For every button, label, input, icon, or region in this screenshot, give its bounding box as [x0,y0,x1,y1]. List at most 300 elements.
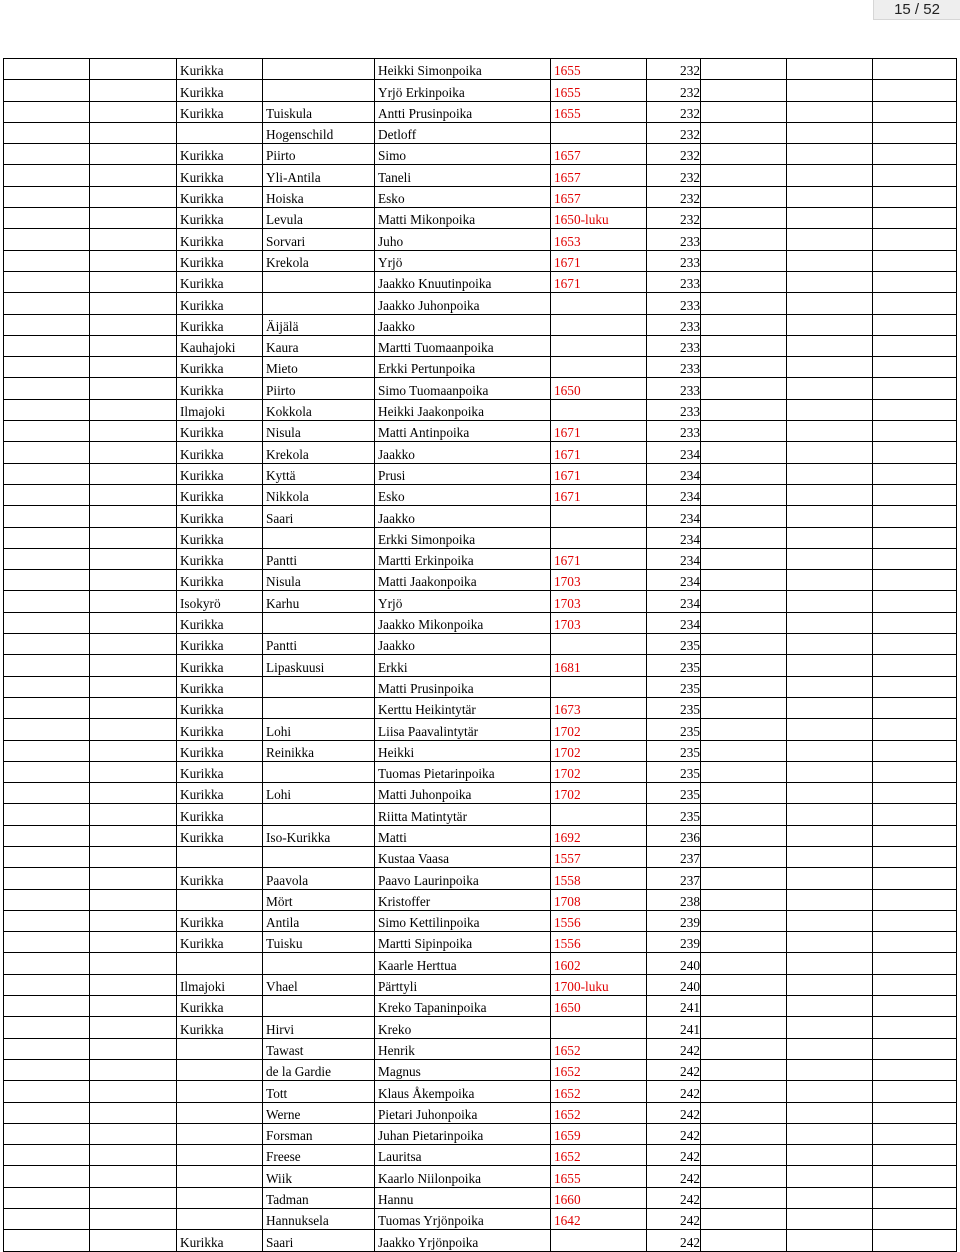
name-cell: Heikki [375,740,551,761]
empty-cell [701,484,787,505]
year-cell: 1653 [551,229,647,250]
year-cell: 1671 [551,548,647,569]
empty-cell [701,783,787,804]
empty-cell [90,868,177,889]
farm-cell: Vhael [263,974,375,995]
empty-cell [90,570,177,591]
empty-cell [90,421,177,442]
ref-cell: 242 [647,1123,701,1144]
table-row [4,697,957,718]
farm-cell: Mieto [263,357,375,378]
ref-cell: 233 [647,335,701,356]
empty-cell [4,144,90,165]
ref-cell: 240 [647,974,701,995]
year-cell: 1557 [551,846,647,867]
farm-cell: Kokkola [263,399,375,420]
name-cell: Riitta Matintytär [375,804,551,825]
parish-cell: Kurikka [177,357,263,378]
farm-cell: Karhu [263,591,375,612]
farm-cell: Saari [263,506,375,527]
empty-cell [701,612,787,633]
year-cell: 1655 [551,80,647,101]
empty-cell [787,612,873,633]
empty-cell [90,314,177,335]
empty-cell [787,484,873,505]
farm-cell: Nisula [263,570,375,591]
year-cell: 1642 [551,1209,647,1230]
table-row [4,250,957,271]
empty-cell [701,101,787,122]
ref-cell: 235 [647,719,701,740]
empty-cell [701,314,787,335]
ref-cell: 242 [647,1145,701,1166]
ref-cell: 235 [647,634,701,655]
empty-cell [873,1209,957,1230]
parish-cell [177,889,263,910]
empty-cell [873,591,957,612]
parish-cell [177,1102,263,1123]
farm-cell: Hoiska [263,186,375,207]
table-row [4,527,957,548]
empty-cell [701,846,787,867]
farm-cell: Hogenschild [263,122,375,143]
empty-cell [787,144,873,165]
name-cell: Kaarlo Niilonpoika [375,1166,551,1187]
empty-cell [787,1145,873,1166]
empty-cell [701,357,787,378]
table-row [4,165,957,186]
empty-cell [4,378,90,399]
empty-cell [873,1187,957,1208]
empty-cell [873,570,957,591]
farm-cell [263,846,375,867]
farm-cell [263,59,375,80]
empty-cell [873,761,957,782]
farm-cell: Tadman [263,1187,375,1208]
empty-cell [873,719,957,740]
empty-cell [701,1102,787,1123]
parish-cell: Kurikka [177,655,263,676]
ref-cell: 232 [647,80,701,101]
farm-cell: Pantti [263,548,375,569]
year-cell: 1652 [551,1059,647,1080]
empty-cell [873,1038,957,1059]
empty-cell [90,740,177,761]
parish-cell: Ilmajoki [177,399,263,420]
year-cell: 1702 [551,740,647,761]
year-cell [551,314,647,335]
parish-cell: Kurikka [177,570,263,591]
parish-cell: Kurikka [177,442,263,463]
empty-cell [90,612,177,633]
empty-cell [90,655,177,676]
empty-cell [873,1081,957,1102]
empty-cell [90,783,177,804]
table-row [4,548,957,569]
parish-cell [177,1123,263,1144]
name-cell: Martti Tuomaanpoika [375,335,551,356]
empty-cell [90,335,177,356]
empty-cell [701,1017,787,1038]
ref-cell: 233 [647,421,701,442]
empty-cell [90,761,177,782]
farm-cell: Kyttä [263,463,375,484]
ref-cell: 234 [647,612,701,633]
empty-cell [787,1102,873,1123]
page-indicator: 15 / 52 [873,0,960,20]
farm-cell: Saari [263,1230,375,1251]
parish-cell: Kurikka [177,612,263,633]
ref-cell: 234 [647,506,701,527]
empty-cell [4,1038,90,1059]
empty-cell [4,1209,90,1230]
farm-cell: Kaura [263,335,375,356]
year-cell: 1702 [551,761,647,782]
name-cell: Pietari Juhonpoika [375,1102,551,1123]
empty-cell [873,932,957,953]
empty-cell [4,122,90,143]
empty-cell [90,1059,177,1080]
empty-cell [787,122,873,143]
empty-cell [873,846,957,867]
empty-cell [787,761,873,782]
name-cell: Kreko [375,1017,551,1038]
farm-cell: Freese [263,1145,375,1166]
name-cell: Matti [375,825,551,846]
ref-cell: 235 [647,697,701,718]
empty-cell [873,612,957,633]
ref-cell: 233 [647,399,701,420]
ref-cell: 239 [647,910,701,931]
parish-cell: Kurikka [177,229,263,250]
farm-cell: Piirto [263,144,375,165]
empty-cell [873,996,957,1017]
name-cell: Paavo Laurinpoika [375,868,551,889]
table-row [4,1102,957,1123]
ref-cell: 241 [647,996,701,1017]
table-row [4,676,957,697]
empty-cell [787,527,873,548]
name-cell: Yrjö [375,591,551,612]
empty-cell [4,761,90,782]
empty-cell [4,314,90,335]
empty-cell [873,399,957,420]
empty-cell [4,80,90,101]
empty-cell [873,378,957,399]
name-cell: Antti Prusinpoika [375,101,551,122]
empty-cell [701,591,787,612]
empty-cell [787,1123,873,1144]
farm-cell [263,271,375,292]
empty-cell [787,953,873,974]
ref-cell: 233 [647,229,701,250]
empty-cell [701,1123,787,1144]
empty-cell [787,442,873,463]
ref-cell: 234 [647,463,701,484]
table-row [4,570,957,591]
farm-cell: Krekola [263,442,375,463]
name-cell: Kustaa Vaasa [375,846,551,867]
farm-cell: de la Gardie [263,1059,375,1080]
farm-cell: Nisula [263,421,375,442]
parish-cell: Kurikka [177,378,263,399]
empty-cell [90,1230,177,1251]
farm-cell [263,953,375,974]
empty-cell [4,399,90,420]
year-cell: 1558 [551,868,647,889]
parish-cell [177,846,263,867]
empty-cell [4,719,90,740]
table-row [4,846,957,867]
year-cell: 1650 [551,996,647,1017]
empty-cell [90,101,177,122]
parish-cell: Kurikka [177,484,263,505]
name-cell: Yrjö [375,250,551,271]
empty-cell [873,463,957,484]
empty-cell [873,421,957,442]
empty-cell [873,144,957,165]
empty-cell [873,59,957,80]
ref-cell: 241 [647,1017,701,1038]
name-cell: Heikki Jaakonpoika [375,399,551,420]
parish-cell: Kurikka [177,825,263,846]
parish-cell: Kurikka [177,165,263,186]
farm-cell: Sorvari [263,229,375,250]
empty-cell [701,229,787,250]
empty-cell [787,1059,873,1080]
parish-cell: Kurikka [177,719,263,740]
empty-cell [701,634,787,655]
parish-cell: Ilmajoki [177,974,263,995]
farm-cell: Tott [263,1081,375,1102]
empty-cell [90,1145,177,1166]
empty-cell [90,186,177,207]
empty-cell [4,804,90,825]
name-cell: Tuomas Pietarinpoika [375,761,551,782]
ref-cell: 242 [647,1038,701,1059]
empty-cell [4,271,90,292]
year-cell: 1703 [551,570,647,591]
empty-cell [873,1230,957,1251]
name-cell: Heikki Simonpoika [375,59,551,80]
empty-cell [787,634,873,655]
year-cell: 1673 [551,697,647,718]
name-cell: Matti Antinpoika [375,421,551,442]
empty-cell [873,868,957,889]
parish-cell [177,122,263,143]
ref-cell: 234 [647,484,701,505]
empty-cell [701,442,787,463]
parish-cell: Kurikka [177,1017,263,1038]
name-cell: Liisa Paavalintytär [375,719,551,740]
name-cell: Jaakko Mikonpoika [375,612,551,633]
empty-cell [90,1017,177,1038]
farm-cell [263,996,375,1017]
year-cell: 1671 [551,250,647,271]
empty-cell [701,974,787,995]
name-cell: Henrik [375,1038,551,1059]
empty-cell [90,1209,177,1230]
table-row [4,229,957,250]
table-row [4,996,957,1017]
empty-cell [701,144,787,165]
ref-cell: 235 [647,804,701,825]
empty-cell [701,740,787,761]
empty-cell [787,463,873,484]
empty-cell [701,804,787,825]
empty-cell [873,80,957,101]
empty-cell [787,740,873,761]
name-cell: Esko [375,186,551,207]
empty-cell [90,122,177,143]
empty-cell [4,463,90,484]
table-row [4,314,957,335]
empty-cell [873,122,957,143]
name-cell: Taneli [375,165,551,186]
empty-cell [701,996,787,1017]
empty-cell [90,719,177,740]
empty-cell [4,1145,90,1166]
year-cell [551,804,647,825]
empty-cell [90,378,177,399]
table-row [4,612,957,633]
table-row [4,399,957,420]
ref-cell: 232 [647,144,701,165]
empty-cell [787,697,873,718]
farm-cell: Pantti [263,634,375,655]
table-row [4,953,957,974]
name-cell: Jaakko [375,314,551,335]
empty-cell [90,59,177,80]
parish-cell [177,1166,263,1187]
empty-cell [4,442,90,463]
ref-cell: 233 [647,271,701,292]
table-row [4,889,957,910]
empty-cell [787,570,873,591]
year-cell [551,293,647,314]
table-row [4,335,957,356]
year-cell: 1671 [551,484,647,505]
ref-cell: 234 [647,570,701,591]
year-cell: 1602 [551,953,647,974]
ref-cell: 232 [647,208,701,229]
table-row [4,463,957,484]
year-cell: 1657 [551,144,647,165]
empty-cell [90,229,177,250]
empty-cell [4,1230,90,1251]
empty-cell [787,421,873,442]
empty-cell [873,314,957,335]
empty-cell [4,484,90,505]
name-cell: Magnus [375,1059,551,1080]
empty-cell [90,804,177,825]
table-row [4,1166,957,1187]
year-cell [551,506,647,527]
parish-cell: Kurikka [177,634,263,655]
farm-cell: Wiik [263,1166,375,1187]
ref-cell: 238 [647,889,701,910]
parish-cell [177,1209,263,1230]
table-row [4,1059,957,1080]
parish-cell: Kurikka [177,868,263,889]
empty-cell [787,846,873,867]
farm-cell: Antila [263,910,375,931]
empty-cell [787,1081,873,1102]
ref-cell: 234 [647,442,701,463]
year-cell: 1652 [551,1038,647,1059]
empty-cell [90,1123,177,1144]
empty-cell [4,548,90,569]
register-table [3,58,957,1252]
farm-cell [263,293,375,314]
ref-cell: 234 [647,527,701,548]
parish-cell: Kurikka [177,271,263,292]
empty-cell [90,932,177,953]
empty-cell [4,676,90,697]
ref-cell: 237 [647,846,701,867]
empty-cell [787,889,873,910]
empty-cell [787,1017,873,1038]
parish-cell [177,1081,263,1102]
empty-cell [787,250,873,271]
name-cell: Hannu [375,1187,551,1208]
farm-cell: Äijälä [263,314,375,335]
empty-cell [701,335,787,356]
empty-cell [90,293,177,314]
register-body [4,59,957,1252]
name-cell: Esko [375,484,551,505]
empty-cell [701,399,787,420]
empty-cell [873,484,957,505]
name-cell: Jaakko [375,506,551,527]
empty-cell [90,1081,177,1102]
empty-cell [787,59,873,80]
name-cell: Lauritsa [375,1145,551,1166]
parish-cell: Isokyrö [177,591,263,612]
empty-cell [701,1166,787,1187]
table-row [4,910,957,931]
farm-cell: Hannuksela [263,1209,375,1230]
ref-cell: 242 [647,1230,701,1251]
empty-cell [701,271,787,292]
empty-cell [787,825,873,846]
empty-cell [701,655,787,676]
empty-cell [787,378,873,399]
empty-cell [873,208,957,229]
empty-cell [701,1038,787,1059]
empty-cell [787,1166,873,1187]
table-row [4,442,957,463]
year-cell [551,122,647,143]
empty-cell [873,357,957,378]
empty-cell [90,250,177,271]
table-row [4,1187,957,1208]
parish-cell: Kurikka [177,463,263,484]
ref-cell: 240 [647,953,701,974]
name-cell: Kreko Tapaninpoika [375,996,551,1017]
farm-cell: Yli-Antila [263,165,375,186]
name-cell: Prusi [375,463,551,484]
name-cell: Juhan Pietarinpoika [375,1123,551,1144]
ref-cell: 232 [647,165,701,186]
ref-cell: 233 [647,250,701,271]
empty-cell [787,591,873,612]
ref-cell: 233 [647,293,701,314]
name-cell: Kristoffer [375,889,551,910]
name-cell: Jaakko Juhonpoika [375,293,551,314]
ref-cell: 233 [647,314,701,335]
farm-cell: Tawast [263,1038,375,1059]
